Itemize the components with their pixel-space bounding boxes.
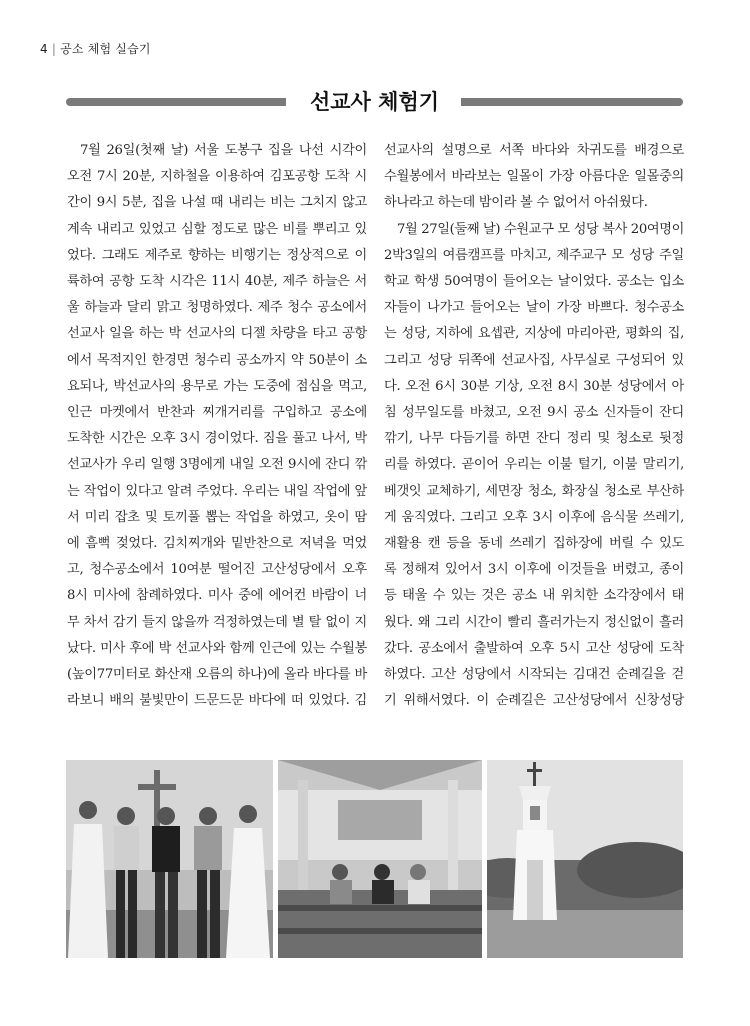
article-line: 라보니 배의 불빛만이 드문드문 바다에 떠 있었다. 김	[67, 693, 367, 709]
article-line: 요되나, 박선교사의 용무로 가는 도중에 점심을 먹고,	[67, 378, 367, 394]
article-line: 서 미리 잡초 및 토끼풀 뽑는 작업을 하였고, 옷이 땀	[67, 509, 367, 525]
article-column-right	[384, 138, 684, 714]
article-title-bar	[66, 88, 683, 116]
article-line: 인근 마켓에서 반찬과 찌개거리를 구입하고 공소에	[67, 405, 367, 421]
article-line: 자들이 나가고 들어오는 날이 가장 바쁘다. 청수공소	[384, 300, 684, 316]
bell-tower-icon	[487, 760, 683, 958]
church-interior-photo	[278, 760, 482, 958]
article-line: 도착한 시간은 오후 3시 경이었다. 짐을 풀고 나서, 박	[67, 431, 367, 447]
page-number: 4	[40, 42, 48, 56]
article-line: 리를 하였다. 곧이어 우리는 이불 털기, 이불 말리기,	[384, 457, 684, 473]
article-line: 고, 청수공소에서 10여분 떨어진 고산성당에서 오후	[67, 562, 367, 578]
header-separator: |	[51, 42, 57, 56]
group-photo	[66, 760, 273, 958]
article-line: 났다. 미사 후에 박 선교사와 함께 인근에 있는 수월봉	[67, 640, 367, 656]
article-line: 등 태울 수 있는 것은 공소 내 위치한 소각장에서 태	[384, 588, 684, 604]
article-line: (높이77미터로 화산재 오름의 하나)에 올라 바다를 바	[67, 667, 367, 683]
article-line: 선교사가 우리 일행 3명에게 내일 오전 9시에 잔디 깎	[67, 457, 367, 473]
article-line: 게 움직였다. 그리고 오후 3시 이후에 음식물 쓰레기,	[384, 509, 684, 525]
church-interior-icon	[278, 760, 482, 958]
article-line: 는 성당, 지하에 요셉관, 지상에 마리아관, 평화의 집,	[384, 326, 684, 342]
article-line: 다. 오전 6시 30분 기상, 오전 8시 30분 성당에서 아	[384, 378, 684, 394]
bell-tower-photo	[487, 760, 683, 958]
article-line: 에 흠뻑 젖었다. 김치찌개와 밑반찬으로 저녁을 먹었	[67, 536, 367, 552]
article-line: 륙하여 공항 도착 시각은 11시 40분, 제주 하늘은 서	[67, 274, 367, 290]
article-line: 그리고 성당 뒤쪽에 선교사집, 사무실로 구성되어 있	[384, 352, 684, 368]
article-line: 재활용 캔 등을 동네 쓰레기 집하장에 버릴 수 있도	[384, 536, 684, 552]
article-line: 계속 내리고 있었고 심할 정도로 많은 비를 뿌리고 있	[67, 221, 367, 237]
article-line: 학교 학생 50여명이 들어오는 날이었다. 공소는 입소	[384, 274, 684, 290]
article-line: 기 위해서였다. 이 순례길은 고산성당에서 신창성당	[384, 693, 684, 709]
article-line: 갔다. 공소에서 출발하여 오후 5시 고산 성당에 도착	[384, 640, 684, 656]
article-line: 7월 27일(둘째 날) 수원교구 모 성당 복사 20여명이	[397, 221, 684, 237]
article-line: 었다. 그래도 제주로 향하는 비행기는 정상적으로 이	[67, 247, 367, 263]
article-line: 울 하늘과 달리 맑고 청명하였다. 제주 청수 공소에서	[67, 300, 367, 316]
article-line: 록 정해져 있어서 3시 이후에 이것들을 버렸고, 종이	[384, 562, 684, 578]
article-line: 수월봉에서 바라보는 일몰이 가장 아름다운 일몰중의	[384, 169, 684, 185]
page-header	[40, 40, 151, 57]
people-photo-icon	[66, 760, 273, 958]
article-line: 8시 미사에 참례하였다. 미사 중에 에어컨 바람이 너	[67, 588, 367, 604]
article-line: 2박3일의 여름캠프를 마치고, 제주교구 모 성당 주일	[384, 247, 684, 263]
article-line: 무 차서 감기 들지 않을까 걱정하였는데 별 탈 없이 지	[67, 614, 367, 630]
article-line: 선교사의 설명으로 서쪽 바다와 차귀도를 배경으로	[384, 143, 684, 158]
article-line: 깎기, 나무 다듬기를 하면 잔디 정리 및 청소로 뒷정	[384, 431, 684, 447]
article-line: 침 성무일도를 바쳤고, 오전 9시 공소 신자들이 잔디	[384, 405, 684, 421]
article-line: 웠다. 왜 그리 시간이 빨리 흘러가는지 정신없이 흘러	[384, 614, 684, 630]
article-line: 간이 9시 5분, 집을 나설 때 내리는 비는 그치지 않고	[67, 195, 367, 211]
photo-strip	[66, 760, 683, 958]
article-line: 는 작업이 있다고 알려 주었다. 우리는 내일 작업에 앞	[67, 483, 367, 499]
article-line: 오전 7시 20분, 지하철을 이용하여 김포공항 도착 시	[67, 169, 367, 185]
article-title: 선교사 체험기	[309, 90, 440, 114]
article-line: 하나라고 하는데 밤이라 볼 수 없어서 아쉬웠다.	[384, 195, 648, 211]
article-line: 베갯잇 교체하기, 세면장 청소, 화장실 청소로 부산하	[384, 483, 684, 499]
article-line: 선교사 일을 하는 박 선교사의 디젤 차량을 타고 공항	[67, 326, 367, 342]
section-title: 공소 체험 실습기	[60, 42, 151, 56]
article-column-left	[67, 138, 367, 714]
article-line: 하였다. 고산 성당에서 시작되는 김대건 순례길을 걷	[384, 667, 684, 683]
article-line: 7월 26일(첫째 날) 서울 도봉구 집을 나선 시각이	[80, 143, 367, 158]
article-line: 에서 목적지인 한경면 청수리 공소까지 약 50분이 소	[67, 352, 367, 368]
